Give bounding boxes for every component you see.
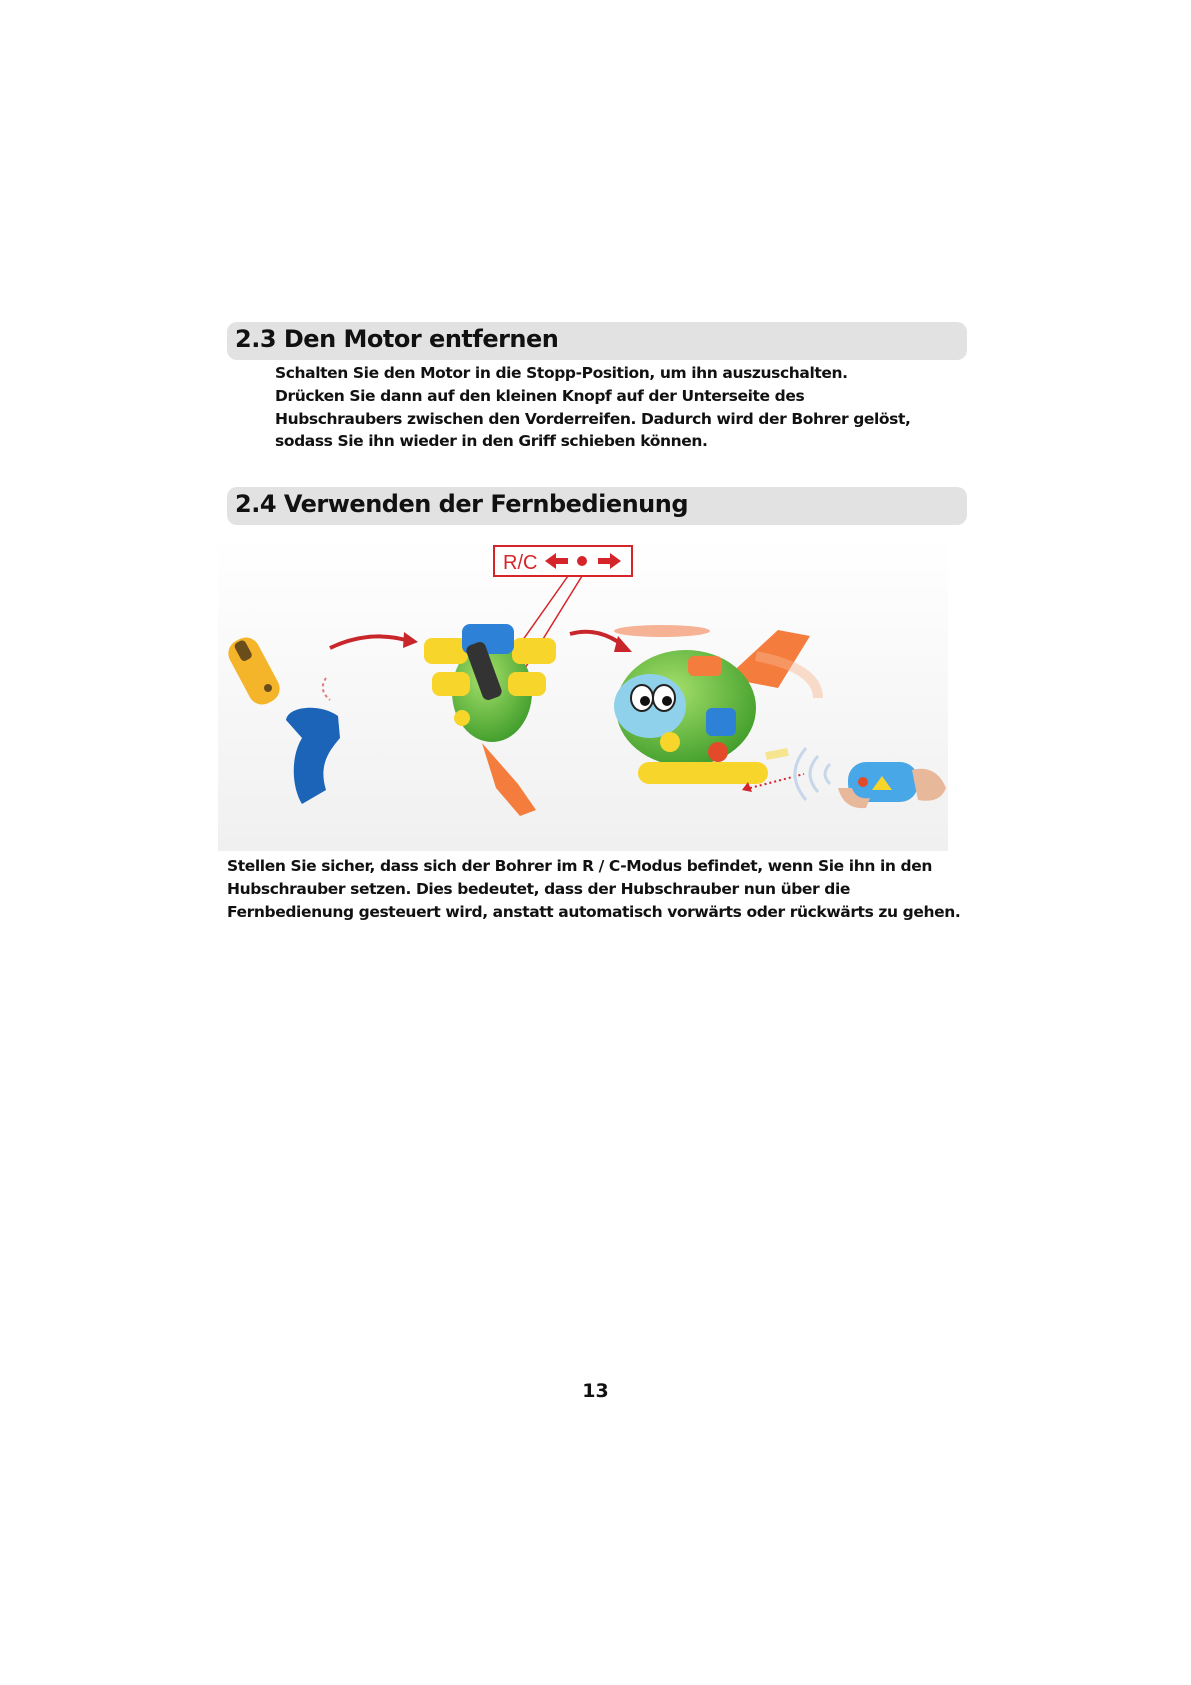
remote-control-illustration xyxy=(218,538,948,851)
page-number: 13 xyxy=(582,1380,609,1402)
section-title: 2.3 Den Motor entfernen xyxy=(235,325,559,353)
switch-label: R/C xyxy=(503,552,538,574)
figure-background xyxy=(218,538,948,851)
section-heading-bar xyxy=(227,322,967,360)
illustration-svg xyxy=(218,538,948,851)
section-heading-bar xyxy=(227,487,967,525)
section-paragraph: Stellen Sie sicher, dass sich der Bohrer im R / C-Modus befindet, wenn Sie ihn in den Hubschrauber setzen. Dies bedeutet, dass der Hubschrauber nun über die Fernbedienung gesteuert wird, anstatt automatisch vorwärts oder rückwärts zu gehen. xyxy=(227,857,961,921)
section-title: 2.4 Verwenden der Fernbedienung xyxy=(235,490,689,518)
section-paragraph: Schalten Sie den Motor in die Stopp-Position, um ihn auszuschalten. Drücken Sie dann auf den kleinen Knopf auf der Unterseite des Hubschraubers zwischen den Vorderreifen. Dadurch wird der Bohrer gelöst, sodass Sie ihn wieder in den Griff schieben können. xyxy=(275,364,911,451)
